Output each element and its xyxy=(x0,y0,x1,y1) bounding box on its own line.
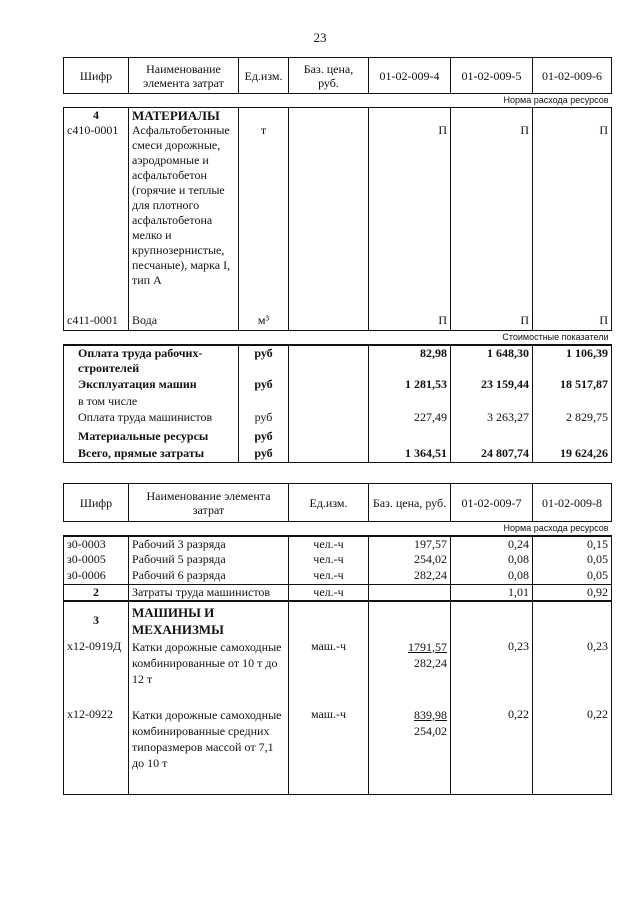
cost-row xyxy=(64,345,612,377)
table-row xyxy=(64,552,612,568)
table-header-row xyxy=(64,484,612,522)
price-base: 839,98 xyxy=(414,707,447,722)
row-price xyxy=(369,639,451,707)
row-unit: чел.-ч xyxy=(289,536,369,552)
cost-name: Всего, прямые затраты xyxy=(64,446,239,463)
row-price xyxy=(289,123,369,313)
row-value: 0,05 xyxy=(533,568,612,584)
cost-name: Оплата труда машинистов xyxy=(64,410,239,429)
row-value: 0,92 xyxy=(533,584,612,601)
cost-unit: руб xyxy=(239,429,289,446)
row-name: Рабочий 6 разряда xyxy=(129,568,289,584)
labor-machines-table xyxy=(63,483,612,795)
table-row xyxy=(64,707,612,795)
row-value: П xyxy=(369,123,451,313)
cost-name: Материальные ресурсы xyxy=(64,429,239,446)
cost-unit: руб xyxy=(239,345,289,377)
cost-value: 24 807,74 xyxy=(451,446,533,463)
cost-row xyxy=(64,410,612,429)
cost-row xyxy=(64,394,612,410)
col-header: 01-02-009-4 xyxy=(369,58,451,94)
col-header: 01-02-009-8 xyxy=(533,484,612,522)
table-row xyxy=(64,639,612,707)
row-value: 0,22 xyxy=(451,707,533,795)
col-header: Баз. цена, руб. xyxy=(369,484,451,522)
row-unit: чел.-ч xyxy=(289,552,369,568)
row-code: с410-0001 xyxy=(64,123,129,313)
row-value: П xyxy=(451,313,533,330)
row-code: з0-0003 xyxy=(64,536,129,552)
row-name: Рабочий 5 разряда xyxy=(129,552,289,568)
row-name: Асфальтобетонные смеси дорожные, аэродромные и асфальтобетон (горячие и теплые для плотного асфальтобетона мелко и крупнозернистые, песчаные), марка I, тип А xyxy=(129,123,239,313)
cost-name: Эксплуатация машин xyxy=(64,377,239,394)
row-value: 0,08 xyxy=(451,552,533,568)
col-header: Шифр xyxy=(64,484,129,522)
band-row xyxy=(64,94,612,108)
row-value: 0,05 xyxy=(533,552,612,568)
price-labor: 282,24 xyxy=(414,655,447,670)
row-value: 0,08 xyxy=(451,568,533,584)
row-code: х12-0919Д xyxy=(64,639,129,707)
col-header: Ед.изм. xyxy=(239,58,289,94)
cost-value: 82,98 xyxy=(369,345,451,377)
row-unit: м³ xyxy=(239,313,289,330)
cost-value: 1 648,30 xyxy=(451,345,533,377)
row-price xyxy=(369,707,451,795)
row-code: х12-0922 xyxy=(64,707,129,795)
row-price xyxy=(289,313,369,330)
row-unit: маш.-ч xyxy=(289,707,369,795)
row-name: Рабочий 3 разряда xyxy=(129,536,289,552)
row-unit: чел.-ч xyxy=(289,584,369,601)
cost-value: 3 263,27 xyxy=(451,410,533,429)
row-name: Затраты труда машинистов xyxy=(129,584,289,601)
row-value: 0,23 xyxy=(533,639,612,707)
cost-unit: руб xyxy=(239,410,289,429)
row-price: 197,57 xyxy=(369,536,451,552)
row-name: Вода xyxy=(129,313,239,330)
page-number: 23 xyxy=(313,30,327,45)
section-name: МАТЕРИАЛЫ xyxy=(129,108,239,124)
table-row xyxy=(64,123,612,313)
cost-unit: руб xyxy=(239,377,289,394)
band-row xyxy=(64,330,612,345)
row-value: П xyxy=(533,313,612,330)
row-value: 0,24 xyxy=(451,536,533,552)
band-label: Норма расхода ресурсов xyxy=(64,94,612,108)
row-value: П xyxy=(451,123,533,313)
row-price: 282,24 xyxy=(369,568,451,584)
row-unit: т xyxy=(239,123,289,313)
machinists-row xyxy=(64,584,612,601)
section-name: МАШИНЫ И МЕХАНИЗМЫ xyxy=(129,601,289,639)
section-row xyxy=(64,601,612,639)
cost-value: 1 364,51 xyxy=(369,446,451,463)
band-label: Норма расхода ресурсов xyxy=(64,522,612,537)
band-label: Стоимостные показатели xyxy=(64,330,612,345)
cost-value: 18 517,87 xyxy=(533,377,612,394)
row-unit: маш.-ч xyxy=(289,639,369,707)
row-value: 0,22 xyxy=(533,707,612,795)
materials-table xyxy=(63,57,612,463)
cost-value: 23 159,44 xyxy=(451,377,533,394)
cost-name: Оплата труда рабочих-строителей xyxy=(64,345,239,377)
row-code: 2 xyxy=(64,584,129,601)
row-value: 1,01 xyxy=(451,584,533,601)
section-row xyxy=(64,108,612,124)
row-value: П xyxy=(369,313,451,330)
row-price: 254,02 xyxy=(369,552,451,568)
cost-name: в том числе xyxy=(64,394,239,410)
cost-value: 2 829,75 xyxy=(533,410,612,429)
price-labor: 254,02 xyxy=(414,723,447,738)
col-header: Наименование элемента затрат xyxy=(129,484,289,522)
row-code: з0-0005 xyxy=(64,552,129,568)
cost-row xyxy=(64,446,612,463)
cost-row xyxy=(64,377,612,394)
row-name: Катки дорожные самоходные комбинированные от 10 т до 12 т xyxy=(129,639,289,707)
cost-value: 1 281,53 xyxy=(369,377,451,394)
cost-row xyxy=(64,429,612,446)
table-header-row xyxy=(64,58,612,94)
row-code: з0-0006 xyxy=(64,568,129,584)
cost-value: 1 106,39 xyxy=(533,345,612,377)
col-header: 01-02-009-6 xyxy=(533,58,612,94)
section-code: 4 xyxy=(64,108,129,124)
row-value: 0,23 xyxy=(451,639,533,707)
row-code: с411-0001 xyxy=(64,313,129,330)
table-row xyxy=(64,313,612,330)
row-unit: чел.-ч xyxy=(289,568,369,584)
col-header: 01-02-009-7 xyxy=(451,484,533,522)
col-header: Шифр xyxy=(64,58,129,94)
col-header: Наименование элемента затрат xyxy=(129,58,239,94)
price-base: 1791,57 xyxy=(408,639,447,654)
cost-value: 19 624,26 xyxy=(533,446,612,463)
col-header: Ед.изм. xyxy=(289,484,369,522)
cost-unit: руб xyxy=(239,446,289,463)
band-row xyxy=(64,522,612,537)
section-code: 3 xyxy=(64,601,129,639)
row-value: П xyxy=(533,123,612,313)
cost-value: 227,49 xyxy=(369,410,451,429)
col-header: 01-02-009-5 xyxy=(451,58,533,94)
row-value: 0,15 xyxy=(533,536,612,552)
col-header: Баз. цена, руб. xyxy=(289,58,369,94)
table-row xyxy=(64,568,612,584)
row-name: Катки дорожные самоходные комбинированные средних типоразмеров массой от 7,1 до 10 т xyxy=(129,707,289,795)
table-row xyxy=(64,536,612,552)
